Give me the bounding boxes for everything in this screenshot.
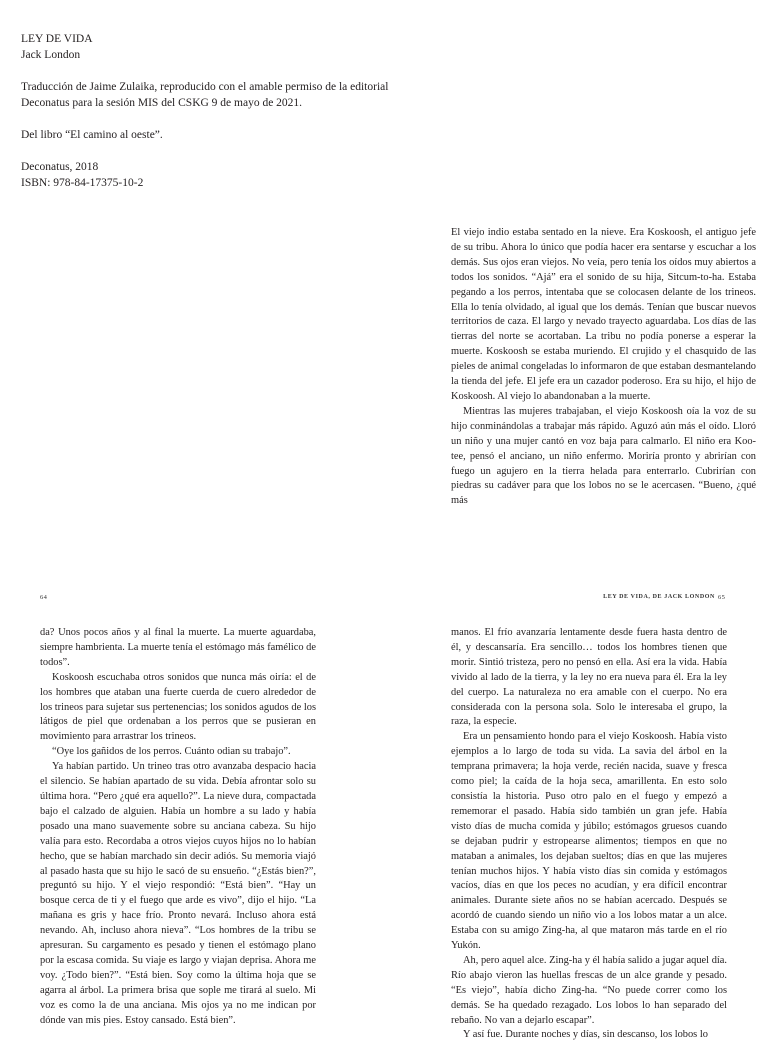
- paragraph: Y así fue. Durante noches y días, sin descanso, los lobos lo: [463, 1029, 708, 1041]
- page-number-left: 64: [40, 594, 48, 601]
- top-page-text: [451, 226, 756, 531]
- story-title: LEY DE VIDA: [21, 33, 93, 45]
- running-head: LEY DE VIDA, DE JACK LONDON: [603, 594, 715, 600]
- paragraph: “Oye los gañidos de los perros. Cuánto odian su trabajo”.: [52, 746, 291, 758]
- paragraph: Era un pensamiento hondo para el viejo Koskoosh. Había visto ejemplos a lo largo de toda su vida. La savia del árbol en la temprana primavera; la hoja verde, recién nacida, suave y fresca como piel; la caída de la hoja seca, amarillenta. En esto solo consistía la historia. Puso otro palo en el fuego y empezó a rememorar el pasado. Había sido también un gran jefe. Había visto días de mucha comida y júbilo; estómagos gruesos cuando se dejaban pudrir y estropearse alimentos; tiempos en que no mataban a animales, los dejaban sueltos; días en que las mujeres tenían muchos hijos. Y había visto días sin comida y estómagos vacíos, días en que los peces no acudían, y era difícil encontrar animales. Durante siete años no se habían acercado. Después se acordó de cuando siendo un niño vio a los lobos matar a un alce. Estaba con su amigo Zing-ha, al que mataron más tarde en el río Yukón.: [451, 731, 727, 952]
- paragraph: Ya habían partido. Un trineo tras otro avanzaba despacio hacia el silencio. Se habían apartado de su vida. Debía afrontar solo su última hora. “Pero ¿qué era aquello?”. La nieve dura, compactada bajo el calzado de alguien. Había un hombre a su lado y había posado una mano suavemente sobre su anciana cabeza. Su hijo valía para esto. Recordaba a otros viejos cuyos hijos no lo habían hecho, que se habían marchado sin decir adiós. Su memoria viajó al pasado hasta que su hijo le sacó de su ensueño. “¿Estás bien?”, preguntó su hijo. Y el viejo respondió: “Está bien”. “Hay un bosque cerca de ti y el fuego que arde es vivo”, dijo el hijo. “La mañana es gris y hace frío. Pronto nevará. Incluso ahora está nevando. Ah, incluso ahora nieva”. “Los hombres de la tribu se apresuran. Su cargamento es pesado y tienen el estómago plano por la escasa comida. Su viaje es largo y viajan deprisa. Ahora me voy. ¿Todo bien?”. “Está bien. Soy como la última hoja que se agarra al árbol. La primera brisa que sople me tirará al suelo. Mi voz es como la de una anciana. Mis ojos ya no me indican por dónde van mis pies. Estoy cansado. Está bien”.: [40, 761, 316, 1026]
- isbn-line: ISBN: 978-84-17375-10-2: [21, 177, 144, 189]
- paragraph: da? Unos pocos años y al final la muerte. La muerte aguardaba, siempre hambrienta. La muerte tenía el estómago más famélico de todos”.: [40, 627, 316, 668]
- right-page-text: [451, 626, 727, 1041]
- paragraph: manos. El frío avanzaría lentamente desde fuera hasta dentro de él, y descansaría. Era sencillo… todos los hombres tienen que morir. Sintió tristeza, pero no pensó en ella. Así era la vida. Había vivido al lado de la tierra, y la ley no era nueva para él. Era la ley del cuerpo. La naturaleza no era amable con el cuerpo. No era considerada con la persona sola. Solo le interesaba el grupo, la raza, la especie.: [451, 627, 727, 728]
- paragraph: Mientras las mujeres trabajaban, el viejo Koskoosh oía la voz de su hijo conminándolas a trabajar más rápido. Aguzó aún más el oído. Lloró un niño y una mujer cantó en voz baja para calmarlo. El niño era Koo-tee, pensó el anciano, un niño enfermo. Moriría pronto y abrirían con fuego un agujero en la tierra helada para enterrarlo. Cubrirían con piedras su cadáver para que los lobos no se le acercasen. “Bueno, ¿qué más: [451, 405, 756, 507]
- paragraph: Ah, pero aquel alce. Zing-ha y él había salido a jugar aquel día. Río abajo vieron las huellas frescas de un alce grande y pesado. “Es viejo”, había dicho Zing-ha. “No puede correr como los demás. Se ha quedado rezagado. Los lobos lo han separado del rebaño. No van a dejarlo escapar”.: [451, 954, 727, 1026]
- publisher-line: Deconatus, 2018: [21, 161, 99, 173]
- paragraph: El viejo indio estaba sentado en la nieve. Era Koskoosh, el antiguo jefe de su tribu. Ahora lo único que podía hacer era sentarse y escuchar a los demás. Sus ojos eran viejos. No veía, pero tenía los oídos muy abiertos a todos los sonidos. “Ajá” era el sonido de su hija, Sitcum-to-ha. Estaba pegando a los perros, intentaba que se colocasen delante de los trineos. Ella lo tenía olvidado, al igual que los demás. Tenían que buscar nuevos territorios de caza. El largo y nevado trayecto aguardaba. Los días de las tierras del norte se acortaban. La tribu no podía ponerse a esperar la muerte. Koskoosh se estaba muriendo. El crujido y el chasquido de las pieles de animal congeladas lo informaron de que estaban desmantelando la tienda del jefe. El jefe era un cazador poderoso. Era su hijo, el hijo de Koskoosh. Al viejo lo abandonaban a la muerte.: [451, 227, 756, 402]
- story-author: Jack London: [21, 49, 81, 61]
- translation-note: Traducción de Jaime Zulaika, reproducido con el amable permiso de la editorial Deconatus para la sesión MIS del CSKG 9 de mayo de 2021.: [21, 81, 389, 109]
- left-page-text: [40, 626, 316, 1024]
- paragraph: Koskoosh escuchaba otros sonidos que nunca más oiría: el de los hombres que ataban una fuerte cuerda de cuero alrededor de los trineos para sujetar sus pertenencias; los sonidos agudos de los látigos de piel que ordenaban a los perros que se pusieran en movimiento para arrastrar los trineos.: [40, 671, 316, 743]
- page-number-right: 65: [718, 594, 726, 601]
- front-matter: [21, 31, 391, 191]
- book-line: Del libro “El camino al oeste”.: [21, 129, 163, 141]
